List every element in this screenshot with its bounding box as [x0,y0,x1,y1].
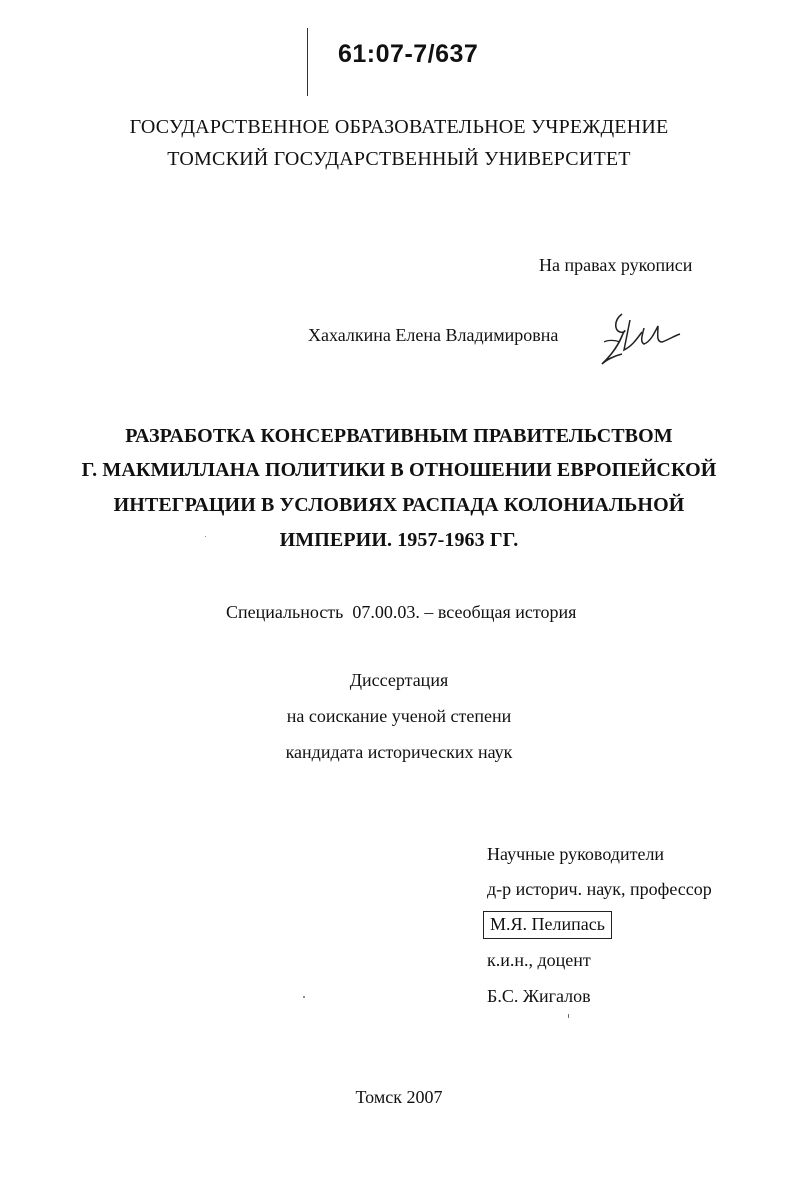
title-line-3: ИНТЕГРАЦИИ В УСЛОВИЯХ РАСПАДА КОЛОНИАЛЬНОЙ [113,494,685,516]
degree-line-2: на соискание ученой степени [286,706,512,726]
supervisor-1-title: д-р историч. наук, профессор [487,879,712,899]
title-line-4: ИМПЕРИИ. 1957-1963 ГГ. [279,529,519,551]
institution-line-1: ГОСУДАРСТВЕННОЕ ОБРАЗОВАТЕЛЬНОЕ УЧРЕЖДЕНИЕ [129,116,669,138]
scan-speck [303,996,305,998]
author-name: Хахалкина Елена Владимировна [308,325,559,345]
footer-city-year: Томск 2007 [355,1087,443,1107]
degree-line-1: Диссертация [349,670,449,690]
specialty: Специальность 07.00.03. – всеобщая история [226,602,577,622]
supervisor-2-name: Б.С. Жигалов [487,986,591,1006]
title-line-2: Г. МАКМИЛЛАНА ПОЛИТИКИ В ОТНОШЕНИИ ЕВРОПЕЙСКОЙ [81,459,717,481]
supervisor-1-name: М.Я. Пелипась [483,911,612,939]
signature-image [592,306,688,370]
supervisors-heading: Научные руководители [487,844,665,864]
supervisor-2-title: к.и.н., доцент [487,950,591,970]
title-line-1: РАЗРАБОТКА КОНСЕРВАТИВНЫМ ПРАВИТЕЛЬСТВОМ [125,425,673,447]
scan-speck [205,536,206,537]
margin-line [307,28,308,96]
degree-line-3: кандидата исторических наук [285,742,513,762]
institution-line-2: ТОМСКИЙ ГОСУДАРСТВЕННЫЙ УНИВЕРСИТЕТ [167,148,631,170]
scan-speck [568,1014,569,1018]
archive-code: 61:07-7/637 [338,40,479,68]
manuscript-note: На правах рукописи [539,255,693,275]
